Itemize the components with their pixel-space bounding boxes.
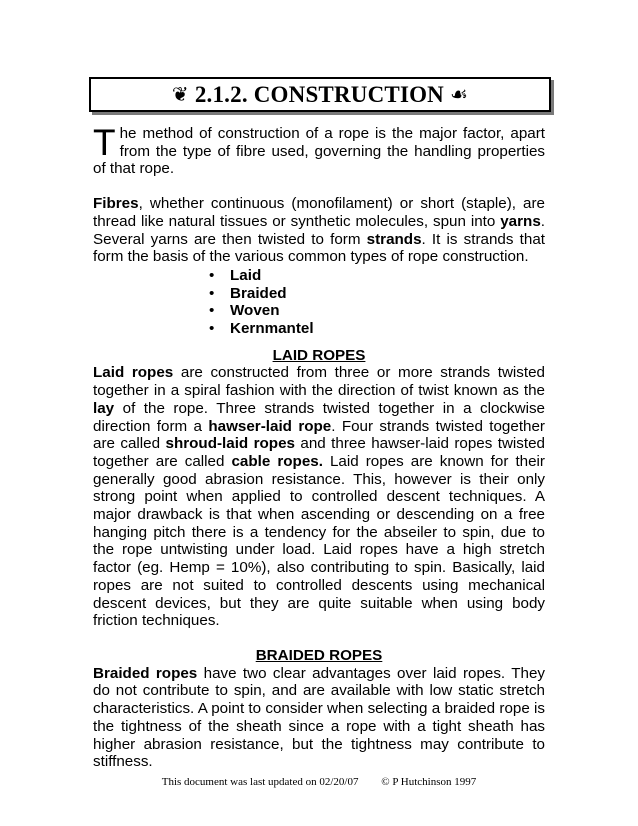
section-title: [89, 77, 551, 112]
list-item: • Kernmantel: [208, 320, 545, 338]
list-item: • Woven: [208, 302, 545, 320]
drop-cap: T: [93, 122, 116, 163]
floral-ornament-left-icon: ❦: [171, 84, 189, 106]
fibres-paragraph: Fibres, whether continuous (monofilament) or short (staple), are thread like natural tissues or synthetic molecules, spun into yarns. Several yarns are then twisted to form strands. It is strands that form the basis of the various common types of rope construction.: [93, 195, 545, 266]
term-yarns: yarns: [500, 212, 541, 230]
list-item: • Laid: [208, 267, 545, 285]
laid-ropes-heading: LAID ROPES: [272, 346, 366, 364]
term-strands: strands: [366, 230, 422, 248]
intro-paragraph: [93, 122, 545, 178]
term-fibres: Fibres: [93, 195, 139, 213]
rope-types-list: [93, 267, 545, 338]
last-updated-text: This document was last updated on 02/20/07: [161, 776, 359, 788]
section-title-text: 2.1.2. CONSTRUCTION: [194, 81, 444, 107]
laid-ropes-paragraph: Laid ropes are constructed from three or more strands twisted together in a spiral fashion with the direction of twist known as the lay of the rope. Three strands twisted together in a clockwise direction form a hawser-laid rope. Four strands twisted together are called shroud-laid ropes and three hawser-laid ropes twisted together are called cable ropes. Laid ropes are known for their generally good abrasion resistance. This, however is their only strong point when applied to controlled descent techniques. A major drawback is that when ascending or descending on a free hanging pitch there is a tendency for the abseiler to spin, due to the rope untwisting under load. Laid ropes have a high stretch factor (eg. Hemp = 10%), also contributing to spin. Basically, laid ropes are not suited to controlled descents using mechanical descent devices, but they are quite suitable when using body friction techniques.: [93, 364, 546, 630]
document-body: [93, 122, 546, 771]
braided-ropes-paragraph: Braided ropes have two clear advantages over laid ropes. They do not contribute to spin, and are available with low static stretch characteristics. A point to consider when selecting a braided rope is the tightness of the sheath since a rope with a tight sheath has higher abrasion resistance, but the tightness may contribute to stiffness.: [93, 664, 545, 771]
page-footer: [0, 776, 638, 788]
copyright-text: © P Hutchinson 1997: [381, 776, 477, 788]
floral-ornament-right-icon: ☙: [450, 84, 469, 106]
intro-text: he method of construction of a rope is the major factor, apart from the type of fibre used, governing the handling properties of that rope.: [93, 125, 545, 178]
braided-ropes-heading: BRAIDED ROPES: [255, 646, 383, 664]
list-item: • Braided: [208, 285, 545, 303]
